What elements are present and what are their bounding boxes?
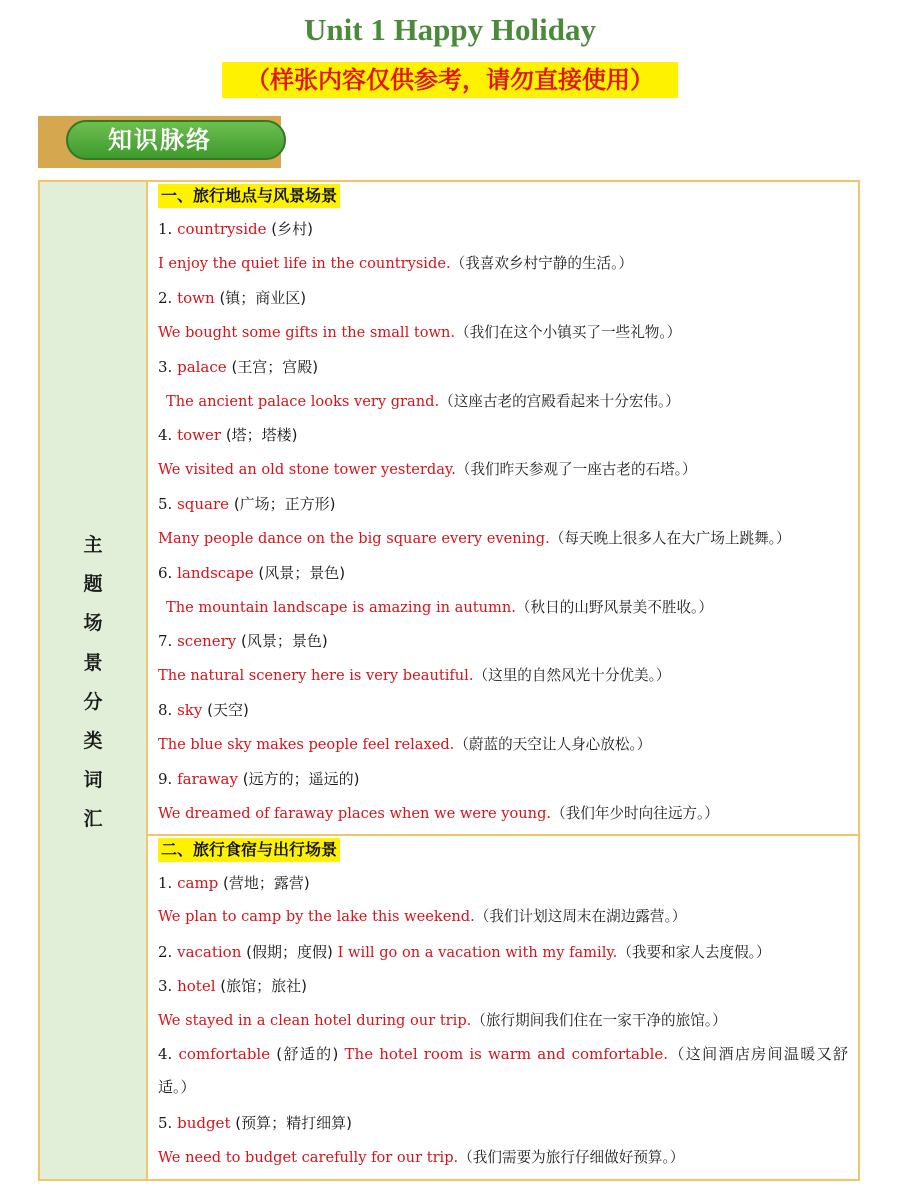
vocab-word: faraway (177, 770, 238, 788)
vocab-word: palace (177, 358, 227, 376)
example-sentence: We visited an old stone tower yesterday. (158, 461, 456, 478)
side-char: 类 (83, 730, 103, 753)
example-translation: （我喜欢乡村宁静的生活。） (450, 255, 634, 272)
example-sentence: We need to budget carefully for our trip. (158, 1149, 459, 1166)
side-column (40, 182, 148, 1179)
example-line (158, 528, 791, 550)
vocab-word: camp (177, 874, 219, 892)
vocab-word: tower (177, 426, 222, 444)
side-label (40, 526, 146, 840)
example-line (166, 391, 680, 413)
example-sentence: We plan to camp by the lake this weekend. (158, 908, 475, 925)
word-line: 2. vacation (假期；度假) I will go on a vacation with my family.（我要和家人去度假。） (158, 943, 771, 961)
word-meaning: (预算；精打细算) (235, 1114, 352, 1132)
example-translation: （我们昨天参观了一座古老的石塔。） (455, 461, 697, 478)
example-sentence: The hotel room is warm and comfortable. (344, 1045, 669, 1063)
banner-label: 知识脉络 (66, 120, 286, 160)
side-char: 词 (83, 769, 103, 792)
example-sentence: The mountain landscape is amazing in autumn. (166, 599, 516, 616)
word-meaning: (塔；塔楼) (225, 426, 298, 444)
example-line (158, 665, 671, 687)
example-translation-cont: 适。） (158, 1078, 196, 1096)
vocab-word: budget (177, 1114, 231, 1132)
example-sentence: The blue sky makes people feel relaxed. (158, 736, 455, 753)
example-translation: （这里的自然风光十分优美。） (473, 667, 671, 684)
side-char: 汇 (83, 808, 103, 831)
word-line: 6. landscape (风景；景色) (158, 564, 346, 582)
word-line: 3. palace (王宫；宫殿) (158, 358, 319, 376)
example-sentence: The natural scenery here is very beautiful. (158, 667, 474, 684)
side-char: 分 (83, 690, 103, 713)
section-banner (38, 116, 281, 168)
side-char: 题 (83, 573, 103, 596)
word-meaning: (远方的；遥远的) (242, 770, 360, 788)
example-translation: （我们需要为旅行仔细做好预算。） (458, 1149, 685, 1166)
word-meaning: (广场；正方形) (233, 495, 336, 513)
word-meaning: (旅馆；旅社) (220, 977, 307, 995)
page-title: Unit 1 Happy Holiday (304, 12, 596, 47)
side-char: 主 (83, 534, 103, 556)
word-meaning: (营地；露营) (223, 874, 310, 892)
example-sentence: The ancient palace looks very grand. (166, 393, 440, 410)
section-lodging (148, 836, 858, 1179)
word-line: 7. scenery (风景；景色) (158, 632, 328, 650)
example-sentence: We dreamed of faraway places when we were young. (158, 805, 552, 822)
word-meaning: (王宫；宫殿) (231, 358, 319, 376)
word-meaning: (天空) (207, 701, 249, 719)
word-line-wrapped: 4. comfortable (舒适的) The hotel room is warm and comfortable.（这间酒店房间温暖又舒 (158, 1045, 848, 1063)
vocab-word: scenery (177, 632, 237, 650)
vocab-word: landscape (177, 564, 254, 582)
word-meaning: (舒适的) (276, 1045, 339, 1063)
vocab-word: hotel (177, 977, 216, 995)
example-translation: （我们在这个小镇买了一些礼物。） (455, 324, 682, 341)
example-line (158, 1147, 684, 1169)
vocab-word: countryside (177, 220, 267, 238)
word-line: 8. sky (天空) (158, 701, 249, 719)
example-line (158, 803, 719, 825)
example-line (158, 1010, 727, 1032)
word-line: 1. camp (营地；露营) (158, 874, 310, 892)
vocab-word: square (177, 495, 230, 513)
word-line: 4. tower (塔；塔楼) (158, 426, 298, 444)
vocab-word: comfortable (178, 1045, 271, 1063)
vocab-word: town (177, 289, 215, 307)
example-translation: （我们年少时向往远方。） (551, 805, 719, 822)
example-translation: （这间酒店房间温暖又舒 (668, 1045, 848, 1063)
example-translation: （蔚蓝的天空让人身心放松。） (454, 736, 652, 753)
word-meaning: (乡村) (271, 220, 313, 238)
wrapped-continuation (158, 1076, 196, 1098)
vocab-word: sky (177, 701, 203, 719)
example-translation: （旅行期间我们住在一家干净的旅馆。） (471, 1012, 727, 1029)
example-line (158, 734, 651, 756)
word-line: 2. town (镇；商业区) (158, 289, 307, 307)
word-meaning: (风景；景色) (258, 564, 346, 582)
example-line (158, 322, 681, 344)
word-meaning: (假期；度假) (246, 943, 333, 961)
example-sentence: We bought some gifts in the small town. (158, 324, 456, 341)
example-line (158, 459, 697, 481)
section-title: 一、旅行地点与风景场景 (158, 184, 340, 208)
word-line: 5. square (广场；正方形) (158, 495, 336, 513)
example-sentence: I will go on a vacation with my family. (337, 944, 618, 961)
example-line (158, 906, 686, 928)
section-title: 二、旅行食宿与出行场景 (158, 838, 340, 862)
word-line: 9. faraway (远方的；遥远的) (158, 770, 360, 788)
vocab-table (38, 180, 860, 1181)
example-sentence: I enjoy the quiet life in the countryside. (158, 255, 451, 272)
word-line: 1. countryside (乡村) (158, 220, 313, 238)
example-translation: （我要和家人去度假。） (617, 944, 771, 961)
section-places (148, 182, 858, 836)
example-translation: （秋日的山野风景美不胜收。） (515, 599, 713, 616)
example-translation: （这座古老的宫殿看起来十分宏伟。） (439, 393, 680, 410)
example-line (166, 597, 713, 619)
word-meaning: (风景；景色) (241, 632, 328, 650)
word-line: 5. budget (预算；精打细算) (158, 1114, 352, 1132)
example-translation: （每天晚上很多人在大广场上跳舞。） (549, 530, 791, 547)
example-sentence: Many people dance on the big square every evening. (158, 530, 550, 547)
vocab-word: vacation (177, 943, 242, 961)
sample-notice: （样张内容仅供参考，请勿直接使用） (222, 62, 678, 98)
side-char: 场 (83, 612, 103, 635)
example-line (158, 253, 633, 275)
word-line: 3. hotel (旅馆；旅社) (158, 977, 307, 995)
example-translation: （我们计划这周末在湖边露营。） (474, 908, 687, 925)
side-char: 景 (83, 651, 103, 674)
word-meaning: (镇；商业区) (219, 289, 307, 307)
example-sentence: We stayed in a clean hotel during our trip. (158, 1012, 472, 1029)
